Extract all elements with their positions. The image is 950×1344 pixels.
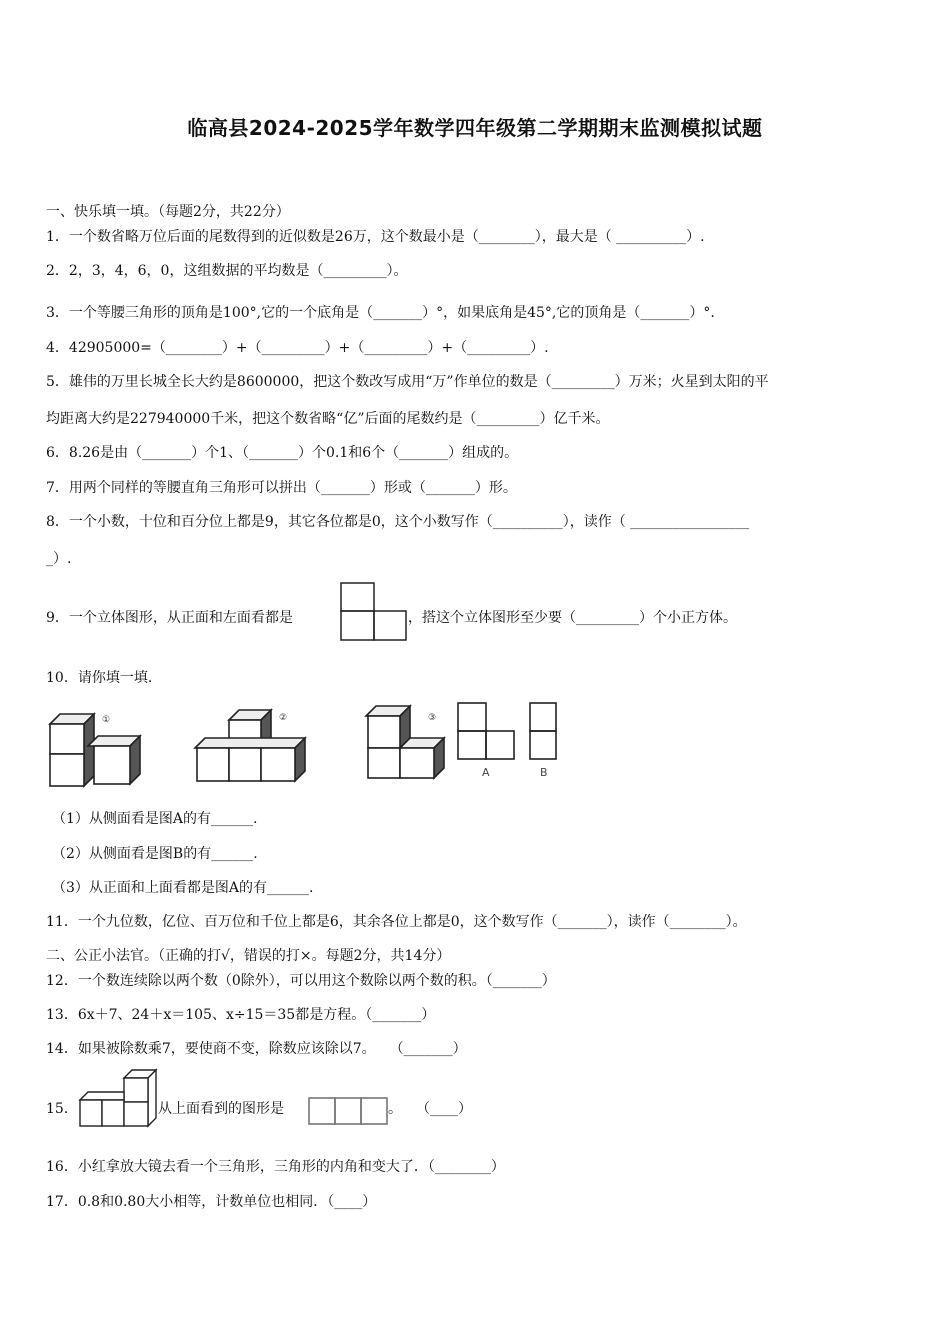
question-11: 11．一个九位数，亿位、百万位和千位上都是6，其余各位上都是0，这个数写作（_______），读作（________）。 bbox=[46, 914, 747, 930]
q15-top-view bbox=[308, 1097, 390, 1127]
figure-1-number: ① bbox=[102, 715, 111, 725]
question-9-part-2: ，搭这个立体图形至少要（_________）个小正方体。 bbox=[408, 610, 737, 626]
question-13: 13．6x＋7、24＋x＝105、x÷15＝35都是方程。（_______） bbox=[46, 1007, 436, 1023]
question-1: 1．一个数省略万位后面的尾数得到的近似数是26万，这个数最小是（________），最大是（ __________）. bbox=[46, 229, 705, 245]
question-15-answer: 。 （____） bbox=[388, 1101, 472, 1117]
question-7: 7．用两个同样的等腰直角三角形可以拼出（_______）形或（_______）形。 bbox=[46, 480, 517, 496]
figure-2-number: ② bbox=[279, 713, 288, 723]
question-15-number: 15． bbox=[46, 1101, 78, 1117]
page-title: 临高县2024-2025学年数学四年级第二学期期末监测模拟试题 bbox=[187, 116, 763, 140]
q10-figure-1 bbox=[50, 710, 150, 790]
question-3: 3．一个等腰三角形的顶角是100°,它的一个底角是（_______）°，如果底角是45°,它的顶角是（_______）°. bbox=[46, 305, 715, 321]
q10-figure-2 bbox=[195, 708, 315, 788]
question-6: 6．8.26是由（_______）个1、（_______）个0.1和6个（_______）组成的。 bbox=[46, 445, 519, 461]
question-10-1: （1）从侧面看是图A的有______. bbox=[52, 811, 258, 827]
question-9-part-1: 9．一个立体图形，从正面和左面看都是 bbox=[46, 610, 293, 626]
question-8-line-1: 8．一个小数，十位和百分位上都是9，其它各位都是0，这个小数写作（__________），读作（ _________________ bbox=[46, 514, 750, 530]
q9-view-figure bbox=[340, 582, 410, 642]
question-5-line-1: 5．雄伟的万里长城全长大约是8600000，把这个数改写成用“万”作单位的数是（_________）万米；火星到太阳的平 bbox=[46, 374, 769, 390]
q10-views-a-b bbox=[456, 702, 566, 786]
question-10: 10．请你填一填. bbox=[46, 670, 153, 686]
question-16: 16．小红拿放大镜去看一个三角形，三角形的内角和变大了．（________） bbox=[46, 1159, 505, 1175]
section-2-heading: 二、公正小法官。（正确的打√，错误的打×。每题2分，共14分） bbox=[46, 948, 451, 964]
q15-solid-figure bbox=[78, 1070, 160, 1130]
question-17: 17．0.8和0.80大小相等，计数单位也相同．（____） bbox=[46, 1194, 377, 1210]
question-5-line-2: 均距离大约是227940000千米，把这个数省略“亿”后面的尾数约是（_________）亿千米。 bbox=[46, 411, 610, 427]
question-15-text: 从上面看到的图形是 bbox=[158, 1101, 284, 1117]
question-4: 4．42905000=（________）+（_________）+（_________）+（_________）. bbox=[46, 340, 549, 356]
figure-3-number: ③ bbox=[428, 713, 437, 723]
question-10-2: （2）从侧面看是图B的有______. bbox=[52, 846, 258, 862]
question-14: 14．如果被除数乘7，要使商不变，除数应该除以7。 （_______） bbox=[46, 1041, 467, 1057]
section-1-heading: 一、快乐填一填。（每题2分，共22分） bbox=[46, 204, 290, 220]
view-b-label: B bbox=[540, 766, 548, 779]
question-2: 2．2，3，4，6，0，这组数据的平均数是（_________）。 bbox=[46, 263, 408, 279]
question-12: 12．一个数连续除以两个数（0除外），可以用这个数除以两个数的积。（_______） bbox=[46, 973, 556, 989]
q10-figure-3 bbox=[366, 704, 452, 784]
question-10-3: （3）从正面和上面看都是图A的有______. bbox=[52, 880, 314, 896]
question-8-line-2: _）. bbox=[46, 551, 72, 567]
view-a-label: A bbox=[482, 766, 490, 779]
